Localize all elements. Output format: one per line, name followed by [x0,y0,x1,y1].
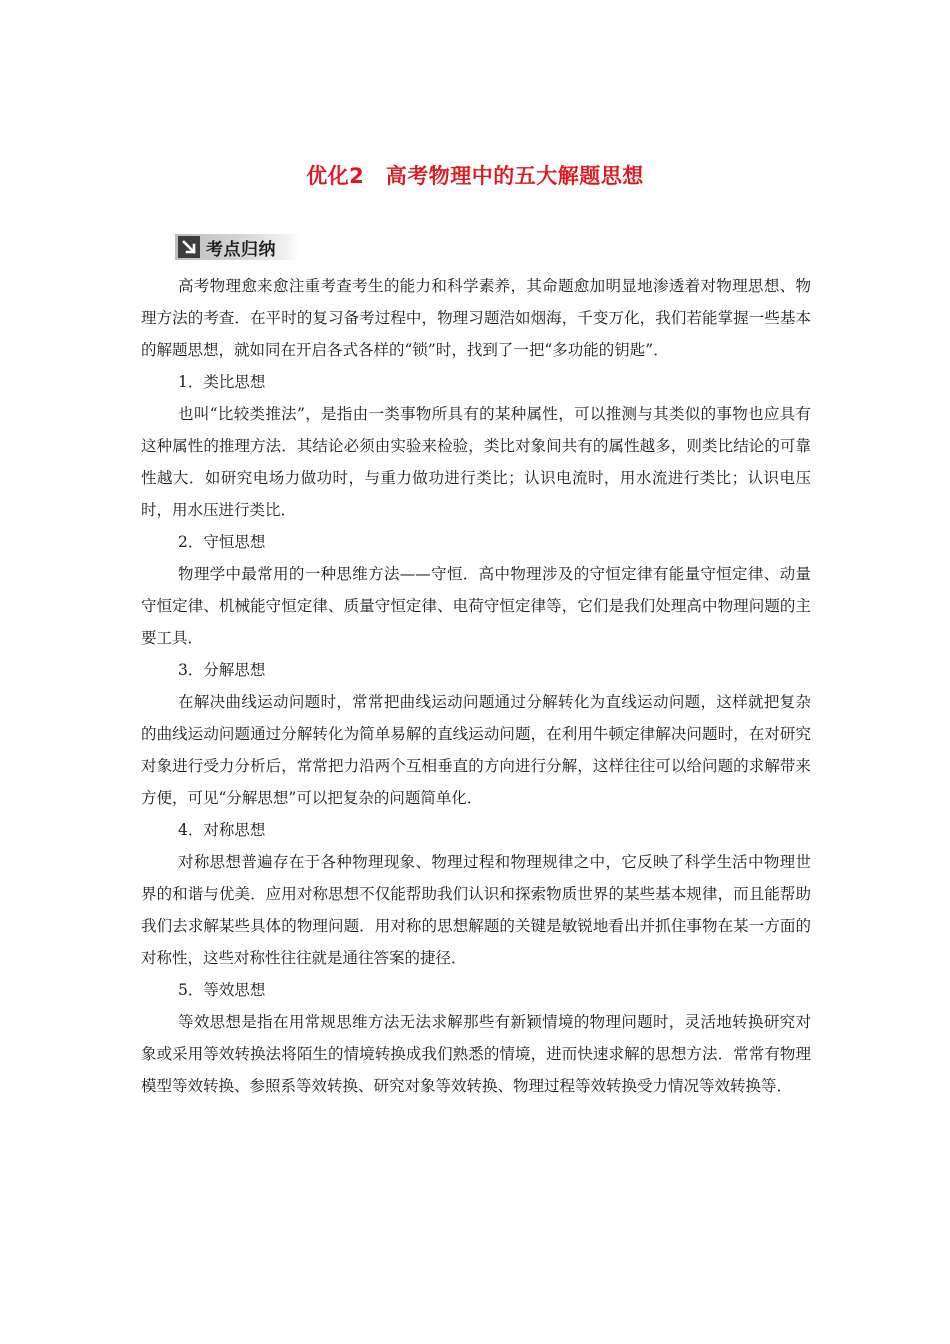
section-tag [175,234,299,260]
item-heading: 2．守恒思想 [178,533,266,551]
page-title: 优化2 高考物理中的五大解题思想 [306,164,644,188]
arrow-icon [178,236,200,258]
item-text: 等效思想是指在用常规思维方法无法求解那些有新颖情境的物理问题时，灵活地转换研究对象或采用等效转换法将陌生的情境转换成我们熟悉的情境，进而快速求解的思想方法．常常有物理模型等效转换、参照系等效转换、研究对象等效转换、物理过程等效转换受力情况等效转换等． [141,1013,811,1095]
item-text: 在解决曲线运动问题时，常常把曲线运动问题通过分解转化为直线运动问题，这样就把复杂的曲线运动问题通过分解转化为简单易解的直线运动问题，在利用牛顿定律解决问题时，在对研究对象进行受力分析后，常常把力沿两个互相垂直的方向进行分解，这样往往可以给问题的求解带来方便，可见“分解思想”可以把复杂的问题简单化． [141,693,811,807]
section-tag-label: 考点归纳 [206,239,276,260]
item-heading: 5．等效思想 [178,981,266,999]
document-body [141,270,811,1102]
item-text: 也叫“比较类推法”，是指由一类事物所具有的某种属性，可以推测与其类似的事物也应具有这种属性的推理方法．其结论必须由实验来检验，类比对象间共有的属性越多，则类比结论的可靠性越大．如研究电场力做功时，与重力做功进行类比；认识电流时，用水流进行类比；认识电压时，用水压进行类比． [141,405,811,519]
item-heading: 4．对称思想 [178,821,266,839]
intro-paragraph: 高考物理愈来愈注重考查考生的能力和科学素养，其命题愈加明显地渗透着对物理思想、物理方法的考查．在平时的复习备考过程中，物理习题浩如烟海，千变万化，我们若能掌握一些基本的解题思想，就如同在开启各式各样的“锁”时，找到了一把“多功能的钥匙”． [141,277,811,359]
item-text: 对称思想普遍存在于各种物理现象、物理过程和物理规律之中，它反映了科学生活中物理世界的和谐与优美．应用对称思想不仅能帮助我们认识和探索物质世界的某些基本规律，而且能帮助我们去求解某些具体的物理问题．用对称的思想解题的关键是敏锐地看出并抓住事物在某一方面的对称性，这些对称性往往就是通往答案的捷径． [141,853,811,967]
item-text: 物理学中最常用的一种思维方法——守恒．高中物理涉及的守恒定律有能量守恒定律、动量守恒定律、机械能守恒定律、质量守恒定律、电荷守恒定律等，它们是我们处理高中物理问题的主要工具． [141,565,811,647]
item-heading: 1．类比思想 [178,373,266,391]
item-heading: 3．分解思想 [178,661,266,679]
